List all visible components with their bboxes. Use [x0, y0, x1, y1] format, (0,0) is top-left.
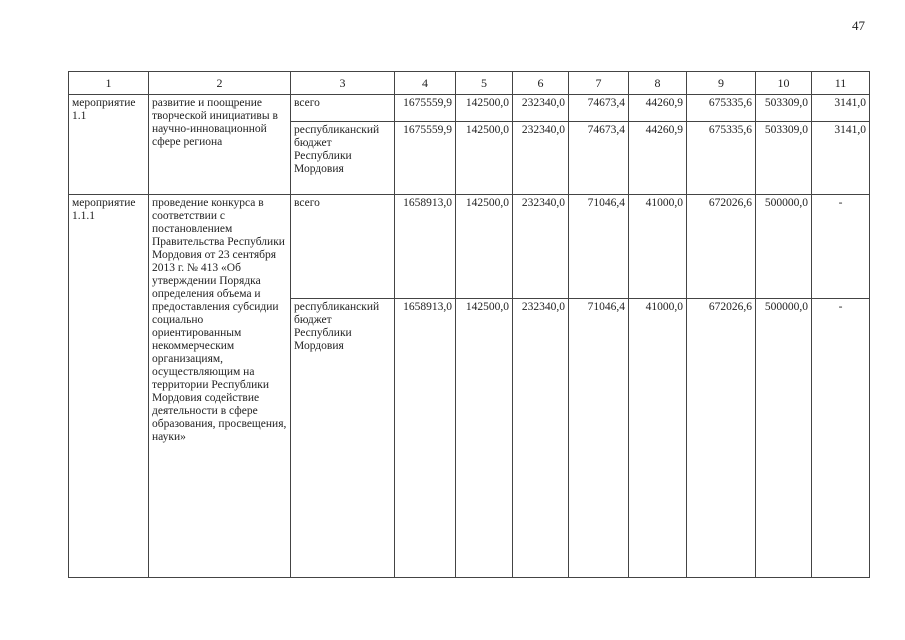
- page-number: 47: [852, 18, 865, 33]
- value-cell: 74673,4: [569, 95, 629, 122]
- value-cell: 1658913,0: [395, 195, 456, 299]
- table-row: [69, 95, 870, 122]
- header-cell: 6: [513, 72, 569, 95]
- event-name: проведение конкурса в соответствии с постановлением Правительства Республики Мордовия от 23 сентября 2013 г. № 413 «Об утверждении Порядка определения объема и предоставления субсидии социально ориентированным некоммерческим организациям, осуществляющим на территории Республики Мордовия содействие деятельности в сфере образования, просвещения, науки»: [149, 195, 291, 578]
- value-cell: 142500,0: [456, 122, 513, 195]
- header-cell: 9: [687, 72, 756, 95]
- value-cell: -: [812, 195, 870, 299]
- funding-source: республиканский бюджет Республики Мордовия: [291, 298, 395, 577]
- value-cell: 142500,0: [456, 298, 513, 577]
- table-row: [69, 195, 870, 299]
- funding-source: всего: [291, 95, 395, 122]
- value-cell: 232340,0: [513, 95, 569, 122]
- header-cell: 5: [456, 72, 513, 95]
- value-cell: 500000,0: [756, 298, 812, 577]
- value-cell: 3141,0: [812, 122, 870, 195]
- event-code: мероприятие 1.1: [69, 95, 149, 195]
- header-cell: 8: [629, 72, 687, 95]
- event-name: развитие и поощрение творческой инициативы в научно-инновационной сфере региона: [149, 95, 291, 195]
- value-cell: 500000,0: [756, 195, 812, 299]
- value-cell: 675335,6: [687, 122, 756, 195]
- value-cell: 503309,0: [756, 95, 812, 122]
- header-cell: 1: [69, 72, 149, 95]
- value-cell: 232340,0: [513, 298, 569, 577]
- value-cell: 74673,4: [569, 122, 629, 195]
- header-cell: 10: [756, 72, 812, 95]
- value-cell: 44260,9: [629, 95, 687, 122]
- header-cell: 3: [291, 72, 395, 95]
- value-cell: 71046,4: [569, 195, 629, 299]
- budget-table: [68, 71, 870, 578]
- funding-source: всего: [291, 195, 395, 299]
- value-cell: 675335,6: [687, 95, 756, 122]
- value-cell: 41000,0: [629, 298, 687, 577]
- funding-source: республиканский бюджет Республики Мордовия: [291, 122, 395, 195]
- value-cell: 232340,0: [513, 122, 569, 195]
- value-cell: 44260,9: [629, 122, 687, 195]
- value-cell: 142500,0: [456, 195, 513, 299]
- value-cell: 1675559,9: [395, 122, 456, 195]
- header-cell: 4: [395, 72, 456, 95]
- value-cell: -: [812, 298, 870, 577]
- header-cell: 7: [569, 72, 629, 95]
- value-cell: 71046,4: [569, 298, 629, 577]
- value-cell: 142500,0: [456, 95, 513, 122]
- value-cell: 1675559,9: [395, 95, 456, 122]
- value-cell: 503309,0: [756, 122, 812, 195]
- event-code: мероприятие 1.1.1: [69, 195, 149, 578]
- value-cell: 672026,6: [687, 298, 756, 577]
- header-cell: 2: [149, 72, 291, 95]
- header-row: [69, 72, 870, 95]
- value-cell: 672026,6: [687, 195, 756, 299]
- header-cell: 11: [812, 72, 870, 95]
- value-cell: 41000,0: [629, 195, 687, 299]
- value-cell: 3141,0: [812, 95, 870, 122]
- value-cell: 1658913,0: [395, 298, 456, 577]
- value-cell: 232340,0: [513, 195, 569, 299]
